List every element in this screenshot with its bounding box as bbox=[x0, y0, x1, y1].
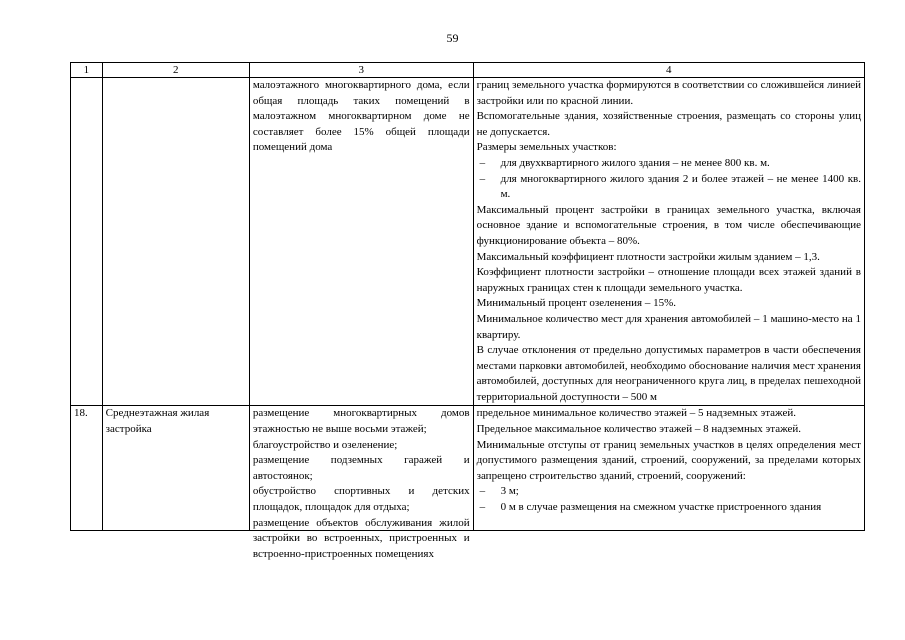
row-number-cell bbox=[71, 78, 103, 406]
list-item-text: для многоквартирного жилого здания 2 и более этажей – не менее 1400 кв. м. bbox=[500, 172, 861, 201]
dash-marker: – bbox=[479, 501, 486, 514]
dash-marker: – bbox=[479, 485, 486, 498]
permitted-use-cell bbox=[249, 78, 473, 406]
list-item bbox=[477, 484, 861, 500]
row-number: 18. bbox=[71, 406, 103, 531]
dash-marker: – bbox=[479, 172, 486, 185]
list-item bbox=[477, 500, 861, 516]
parameters-cell bbox=[473, 78, 864, 406]
permitted-use-item: обустройство спортивных и детских площадок, площадок для отдыха; bbox=[252, 485, 470, 514]
row-name-text: Среднеэтажная жилая застройка bbox=[105, 407, 210, 436]
row-name-cell bbox=[102, 78, 249, 406]
paragraph: В случае отклонения от предельно допустимых параметров в части обеспечения местами парковки автомобилей, необходимо обоснование наличия мест хранения автомобилей, доступных для неограниченного круга лиц, в пределах пешеходной территориальной доступности – 500 м bbox=[476, 344, 861, 403]
page-number: 59 bbox=[446, 31, 459, 45]
paragraph: Минимальное количество мест для хранения автомобилей – 1 машино-место на 1 квартиру. bbox=[476, 312, 861, 341]
permitted-use-item: размещение объектов обслуживания жилой застройки во встроенных, пристроенных и встроенно-пристроенных помещениях bbox=[252, 516, 470, 560]
row-name bbox=[102, 406, 249, 531]
permitted-use-item: размещение многоквартирных домов этажностью не выше восьми этажей; bbox=[252, 407, 470, 436]
paragraph: предельное минимальное количество этажей – 5 надземных этажей. bbox=[476, 407, 797, 420]
paragraph: Максимальный процент застройки в границах земельного участка, включая основное здание и вспомогательные строения, в том числе обеспечивающие функционирование объекта – 80%. bbox=[476, 203, 861, 247]
parameters-list bbox=[477, 78, 861, 405]
paragraph: Коэффициент плотности застройки – отношение площади всех этажей зданий в наружных границах стен к площади земельного участка. bbox=[476, 266, 861, 294]
header-col-3: 3 bbox=[249, 63, 473, 78]
paragraph: Минимальный процент озеленения – 15%. bbox=[476, 297, 677, 310]
zoning-table bbox=[70, 62, 865, 560]
list-item-text: 0 м в случае размещения на смежном участке пристроенного здания bbox=[500, 501, 822, 514]
table-row-18 bbox=[71, 406, 865, 531]
paragraph: Вспомогательные здания, хозяйственные строения, размещать со стороны улиц не допускается. bbox=[476, 110, 861, 138]
table-row-continued bbox=[71, 78, 865, 406]
paragraph: границ земельного участка формируются в соответствии со сложившейся линией застройки или по красной линии. bbox=[476, 79, 861, 107]
paragraph: Максимальный коэффициент плотности застройки жилым зданием – 1,3. bbox=[476, 250, 820, 263]
list-item-text: 3 м; bbox=[500, 485, 519, 498]
dash-marker: – bbox=[479, 156, 486, 169]
paragraph: Минимальные отступы от границ земельных участков в целях определения мест допустимого размещения зданий, строений, сооружений, за пределами которых запрещено строительство зданий, строений, сооружений: bbox=[476, 438, 861, 482]
paragraph: Предельное максимальное количество этажей – 8 надземных этажей. bbox=[476, 423, 802, 436]
parameters-list bbox=[477, 406, 861, 530]
permitted-use-cell bbox=[249, 406, 473, 560]
header-col-1: 1 bbox=[71, 63, 103, 78]
permitted-use-item: размещение подземных гаражей и автостоянок; bbox=[252, 454, 470, 482]
paragraph: Размеры земельных участков: bbox=[476, 141, 617, 154]
header-col-4: 4 bbox=[473, 63, 864, 78]
header-row bbox=[71, 63, 865, 78]
list-item bbox=[477, 156, 861, 172]
permitted-use-text: малоэтажного многоквартирного дома, если общая площадь таких помещений в малоэтажном многоквартирном доме не составляет более 15% общей площади помещений дома bbox=[252, 79, 470, 154]
header-col-2: 2 bbox=[102, 63, 249, 78]
permitted-use-item: благоустройство и озеленение; bbox=[252, 438, 398, 451]
permitted-use-list bbox=[252, 406, 470, 560]
list-item-text: для двухквартирного жилого здания – не менее 800 кв. м. bbox=[500, 156, 770, 169]
list-item bbox=[477, 172, 861, 203]
parameters-cell bbox=[473, 406, 864, 531]
